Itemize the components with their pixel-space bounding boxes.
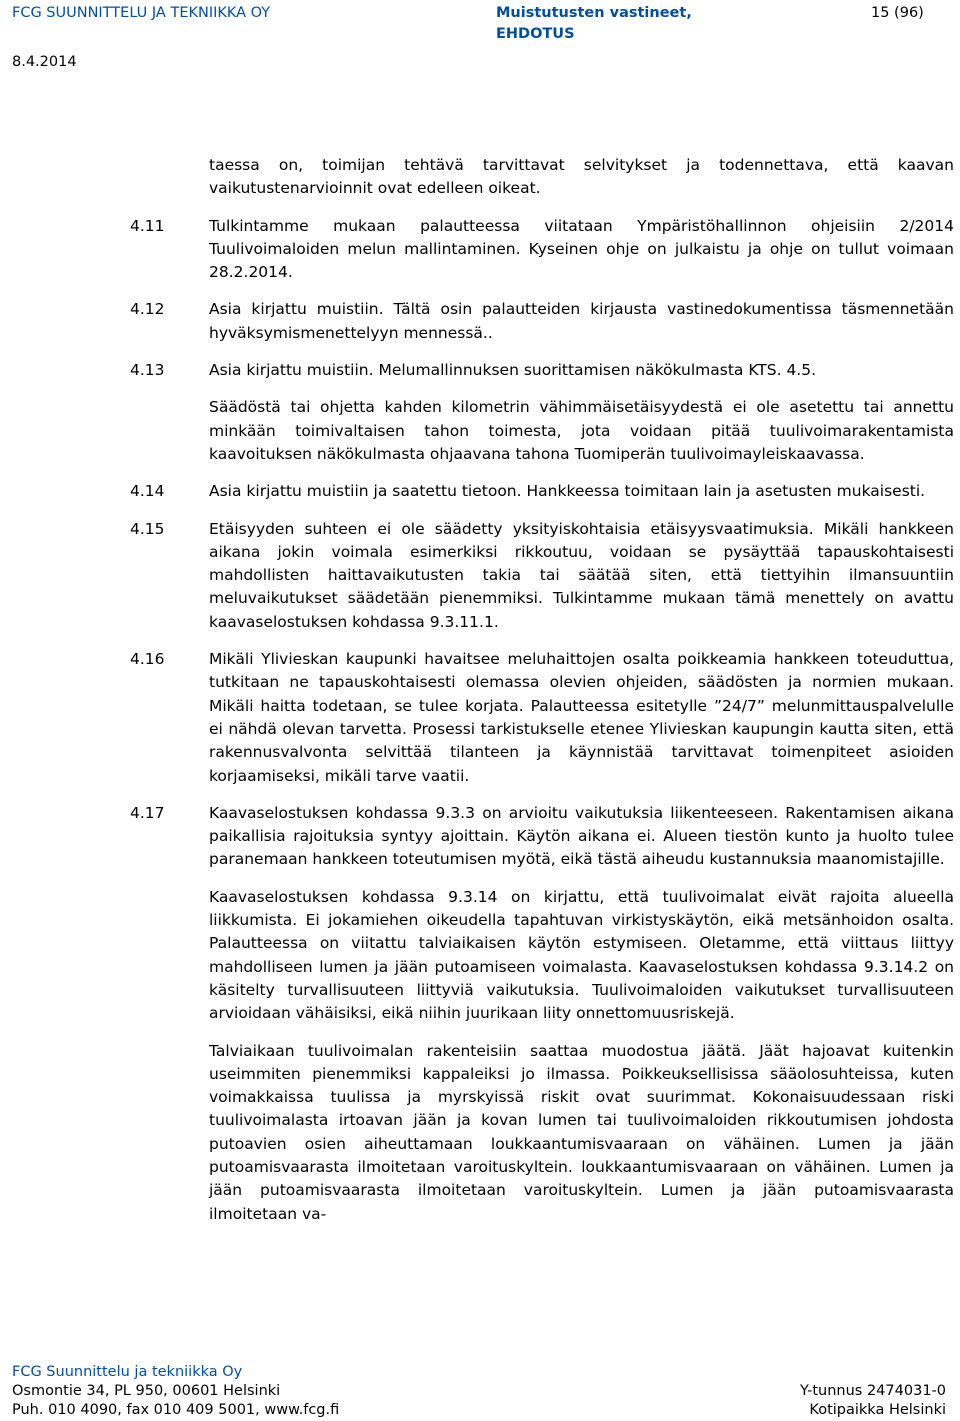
item-paragraph: Mikäli Ylivieskan kaupunki havaitsee meluhaittojen osalta poikkeamia hankkeen toteuduttua, tutkitaan ne tapauskohtaisesti olemassa olevien ohjeiden, säädösten ja normien mukaan. Mikäli haitta todetaan, se tulee korjata. Palautteessa esitetylle ”24/7” melunmittauspalvelulle ei nähdä olevan tarvetta. Prosessi tarkistukselle etenee Ylivieskan kaupungin kautta siten, että rakennusvalvonta selvittää tilanteen ja käynnistää tarvittavat toimenpiteet asioiden korjaamiseksi, mikäli tarve vaatii. (209, 650, 954, 785)
footer-left (12, 1363, 339, 1420)
item-number: 4.13 (130, 361, 165, 380)
item-4-17 (130, 802, 954, 1226)
item-4-15 (130, 518, 954, 634)
item-4-13-continued (130, 396, 954, 466)
item-body (209, 215, 954, 285)
item-body (209, 396, 954, 466)
item-number: 4.14 (130, 482, 165, 501)
item-body (209, 298, 954, 345)
item-paragraph: Säädöstä tai ohjetta kahden kilometrin vähimmäisetäisyydestä ei ole asetettu tai annettu minkään toimivaltaisen tahon toimesta, jota voidaan pitää tuulivoimarakentamista kaavoituksen näkökulmasta ohjaavana tahona Tuomiperän tuulivoimayleiskaavassa. (209, 398, 954, 463)
item-number (130, 396, 209, 466)
item-number: 4.17 (130, 803, 165, 822)
item-paragraph: Tulkintamme mukaan palautteessa viitataan Ympäristöhallinnon ohjeisiin 2/2014 Tuulivoimaloiden melun mallintaminen. Kyseinen ohje on julkaistu ja ohje on tullut voimaan 28.2.2014. (209, 216, 954, 282)
item-number: 4.12 (130, 300, 165, 319)
footer-domicile: Kotipaikka Helsinki (809, 1402, 946, 1418)
page-header (0, 0, 960, 80)
item-paragraph: Kaavaselostuksen kohdassa 9.3.14 on kirjattu, että tuulivoimalat eivät rajoita alueella liikkumista. Ei jokamiehen oikeudella tapahtuvan virkistyskäytön, eikä metsänhoidon osalta. Palautteessa on viitattu talviaikaisen käytön estymiseen. Oletamme, että viittaus liittyy mahdolliseen lumen ja jään putoamiseen voimalasta. Kaavaselostuksen kohdassa 9.3.14.2 on käsitelty turvallisuuteen liittyviä vaikutuksia. Tuulivoimaloiden vaikutukset turvallisuuteen arvioidaan vähäisiksi, eikä niihin juurikaan liity onnettomuusriskejä. (209, 887, 954, 1023)
item-4-12 (130, 298, 954, 345)
item-paragraph: Talviaikaan tuulivoimalan rakenteisiin saattaa muodostua jäätä. Jäät hajoavat kuitenkin useimmiten pienemmiksi kappaleiksi jo ilmassa. Poikkeuksellisissa sääolosuhteissa, kuten voimakkaissa tuulissa ja myrskyissä riskit ovat suurimmat. Kokonaisuudessaan riski tuulivoimalasta irtoavan jään ja kovan lumen tai tuulivoimaloiden rikkoutumisen johdosta putoavien osien aiheuttamaan loukkaantumisvaaraan on vähäinen. Lumen ja jään putoamisvaarasta ilmoitetaan varoituskyltein. loukkaantumisvaaraan on vähäinen. Lumen ja jään putoamisvaarasta ilmoitetaan varoituskyltein. Lumen ja jään putoamisvaarasta ilmoitetaan va- (209, 1041, 954, 1223)
item-4-13 (130, 359, 954, 382)
item-body (209, 359, 954, 382)
item-paragraph: Asia kirjattu muistiin ja saatettu tietoon. Hankkeessa toimitaan lain ja asetusten mukaisesti. (209, 482, 926, 501)
item-body (209, 480, 954, 503)
header-org: FCG SUUNNITTELU JA TEKNIIKKA OY (12, 5, 271, 21)
item-paragraph: Kaavaselostuksen kohdassa 9.3.3 on arvioitu vaikutuksia liikenteeseen. Rakentamisen aikana paikallisia rajoituksia syntyy ajoittain. Käytön aikana ei. Alueen tiestön kunto ja huolto tulee paranemaan hankkeen toteutumisen myötä, eikä tästä aiheudu kustannuksia maanomistajille. (209, 803, 954, 869)
footer-ytunnus: Y-tunnus 2474031-0 (799, 1383, 946, 1399)
header-title-line2: EHDOTUS (496, 26, 575, 42)
intro-paragraph: taessa on, toimijan tehtävä tarvittavat selvitykset ja todennettava, että kaavan vaikutustenarvioinnit ovat edelleen oikeat. (209, 156, 954, 198)
item-number: 4.11 (130, 216, 165, 235)
header-page-number: 15 (96) (871, 5, 924, 21)
item-4-11 (130, 215, 954, 285)
footer-address: Osmontie 34, PL 950, 00601 Helsinki (12, 1383, 281, 1399)
footer-phone: Puh. 010 4090, fax 010 409 5001, www.fcg.fi (12, 1402, 340, 1418)
item-number: 4.15 (130, 519, 165, 538)
item-paragraph: Asia kirjattu muistiin. Melumallinnuksen suorittamisen näkökulmasta KTS. 4.5. (209, 361, 817, 380)
item-paragraph: Etäisyyden suhteen ei ole säädetty yksityiskohtaisia etäisyysvaatimuksia. Mikäli hankkeen aikana jokin voimala esimerkiksi rikkoutuu, voidaan se pysäyttää tapauskohtaisesti mahdollisten haittavaikutusten takia tai säätää siten, että tiettyihin ilmansuuntiin meluvaikutukset säädetään pienemmiksi. Tulkintamme mukaan tämä menettely on avattu kaavaselostuksen kohdassa 9.3.11.1. (209, 519, 954, 631)
header-left (12, 3, 270, 24)
item-4-14 (130, 480, 954, 503)
item-number: 4.16 (130, 650, 165, 669)
item-body (209, 648, 954, 788)
footer-right (800, 1382, 946, 1420)
item-4-16 (130, 648, 954, 788)
item-body (209, 518, 954, 634)
header-date: 8.4.2014 (12, 54, 77, 70)
footer-company: FCG Suunnittelu ja tekniikka Oy (12, 1364, 243, 1380)
document-body (130, 154, 954, 1240)
item-paragraph: Asia kirjattu muistiin. Tältä osin palautteiden kirjausta vastinedokumentissa täsmennetään hyväksymismenettelyyn mennessä.. (209, 300, 954, 342)
item-body (209, 802, 954, 1226)
header-title-line1: Muistutusten vastineet, (496, 5, 692, 21)
header-title (496, 3, 692, 45)
